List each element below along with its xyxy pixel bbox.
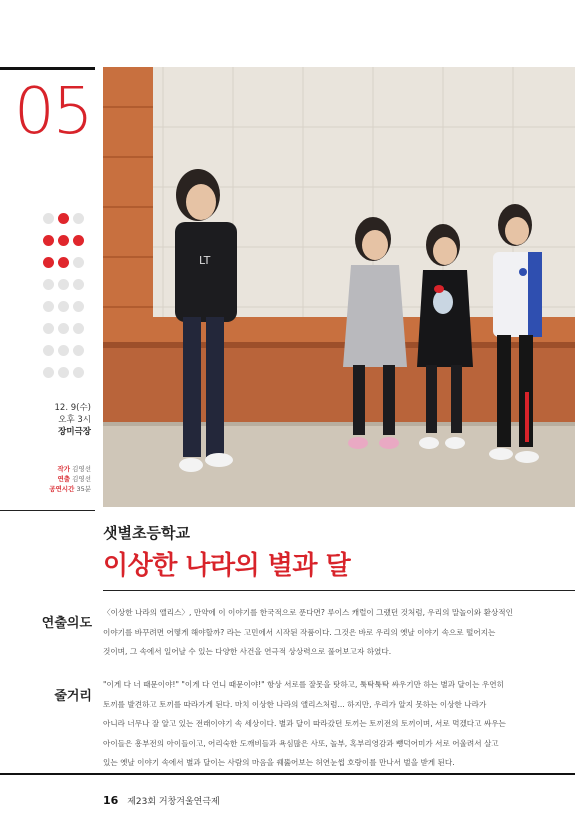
dot-empty <box>73 213 84 224</box>
stage-photo <box>103 67 575 507</box>
synopsis-line: 아이들은 흥부전의 아이들이고, 어리숙한 도깨비들과 욕심많은 사또, 놀부, 혹부리영감과 뺑덕어미가 서로 어울려서 살고 <box>103 738 499 748</box>
performance-photo-illustration <box>103 67 575 507</box>
dot-filled <box>73 235 84 246</box>
dot-empty <box>73 367 84 378</box>
dot-empty <box>43 213 54 224</box>
dot-empty <box>58 323 69 334</box>
intent-line: 이야기를 바꾸려면 어떻게 해야할까? 라는 고민에서 시작된 작품이다. 그것은 바로 우리의 옛날 이야기 속으로 떨어지는 <box>103 627 496 637</box>
left-rule <box>0 510 95 511</box>
play-title: 이상한 나라의 별과 달 <box>103 551 351 581</box>
schedule-date: 12. 9(수) <box>54 403 91 413</box>
dot-empty <box>58 345 69 356</box>
dot-empty <box>43 279 54 290</box>
title-rule <box>103 590 575 591</box>
page-number: 16 <box>103 794 119 807</box>
school-name: 샛별초등학교 <box>103 524 190 542</box>
dot-empty <box>73 257 84 268</box>
synopsis-line: "이게 다 너 때문이야!" "이게 다 언니 때문이야!" 항상 서로를 잘못을 탓하고, 툭탁툭탁 싸우기만 하는 별과 달이는 우연히 <box>103 680 504 689</box>
dot-empty <box>43 345 54 356</box>
section-label-synopsis: 줄거리 <box>54 689 92 704</box>
dot-empty <box>58 279 69 290</box>
credit-writer: 작가 김영선 <box>57 465 91 473</box>
bottom-rule <box>0 773 575 775</box>
dot-empty <box>58 301 69 312</box>
event-name: 제23회 거창겨울연극제 <box>127 797 220 807</box>
dot-empty <box>73 279 84 290</box>
dot-filled <box>58 213 69 224</box>
dot-empty <box>73 301 84 312</box>
dot-filled <box>43 257 54 268</box>
jacket-print: LT <box>199 254 211 267</box>
synopsis-line: 토끼를 발견하고 토끼를 따라가게 된다. 마치 이상한 나라의 앨리스처럼... 하지만, 우리가 알지 못하는 이상한 나라가 <box>103 699 487 709</box>
schedule-time: 오후 3시 <box>58 415 91 425</box>
section-body-intent <box>103 603 563 662</box>
section-body-synopsis <box>103 675 563 773</box>
section-label-intent: 연출의도 <box>41 616 92 631</box>
credit-runtime: 공연시간 35분 <box>49 485 91 493</box>
dot-filled <box>58 257 69 268</box>
dot-empty <box>73 345 84 356</box>
schedule-info <box>55 402 91 438</box>
schedule-venue: 장미극장 <box>58 427 91 437</box>
dot-empty <box>43 301 54 312</box>
intent-line: 것이며, 그 속에서 일어날 수 있는 다양한 사건을 연극적 상상력으로 풀어보고자 하였다. <box>103 647 392 656</box>
dot-empty <box>43 323 54 334</box>
synopsis-line: 아니라 너무나 잘 알고 있는 전래이야기 속 세상이다. 별과 달이 따라갔던 토끼는 토끼전의 토끼이며, 서로 먹겠다고 싸우는 <box>103 719 506 728</box>
dot-filled <box>43 235 54 246</box>
dot-filled <box>58 235 69 246</box>
credit-director: 연출 김영선 <box>57 475 91 483</box>
dot-empty <box>43 367 54 378</box>
page-footer <box>103 794 220 807</box>
top-rule <box>0 67 95 70</box>
section-number: 05 <box>14 75 92 149</box>
credits <box>49 464 91 494</box>
synopsis-line: 있는 옛날 이야기 속에서 별과 달이는 사람의 마음을 꿰뚫어보는 허연눈썹 호랑이를 만나서 벌을 받게 된다. <box>103 758 455 767</box>
dot-empty <box>58 367 69 378</box>
intent-line: 〈이상한 나라의 앨리스〉, 만약에 이 이야기를 한국적으로 푼다면? 루이스 캐럴이 그랬던 것처럼, 우리의 말놀이와 환상적인 <box>103 608 513 617</box>
dot-empty <box>73 323 84 334</box>
